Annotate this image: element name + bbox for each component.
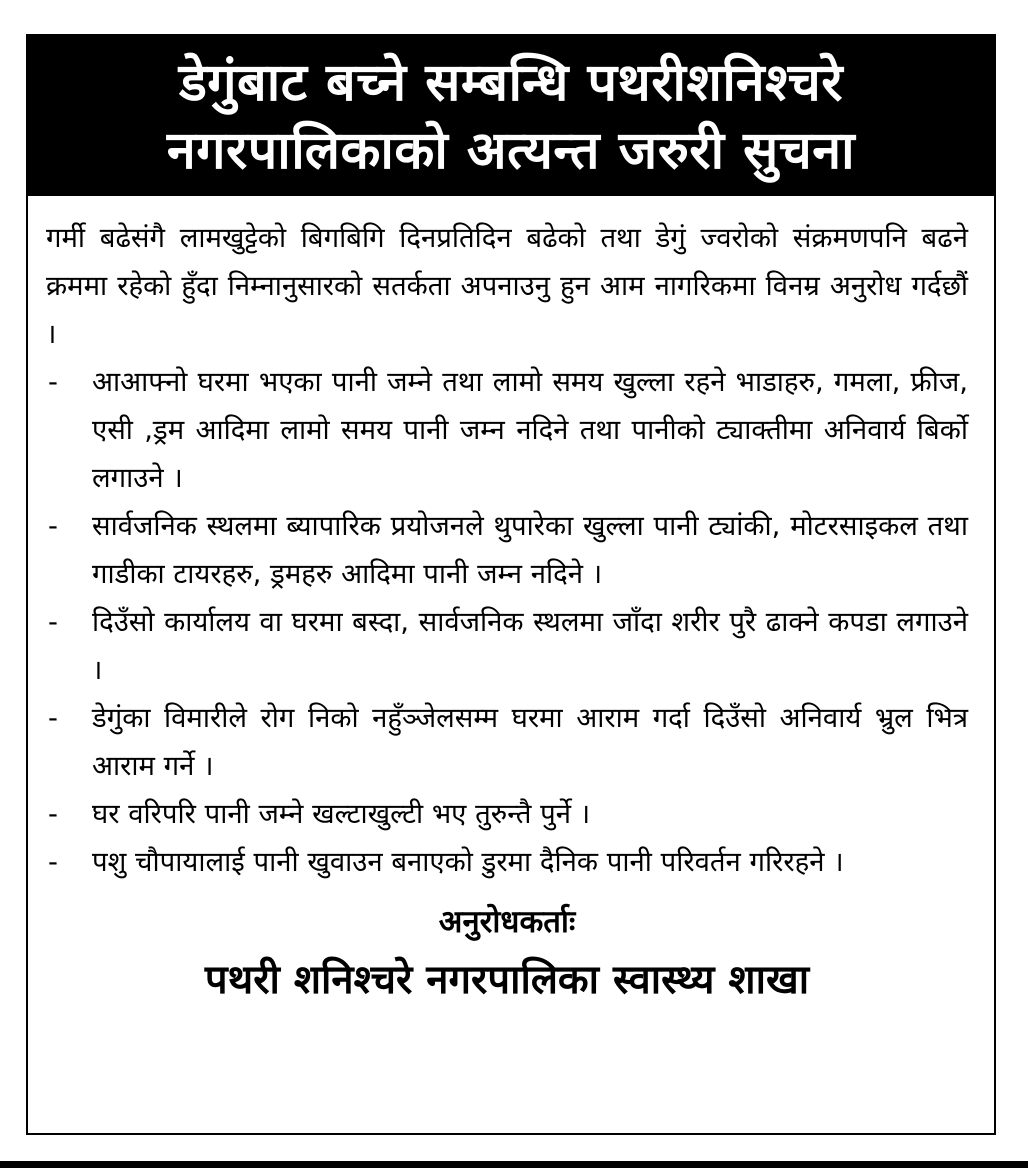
list-dash: - [48,366,58,398]
bottom-divider [0,1161,1028,1168]
notice-title-line-1: डेगुंबाट बच्ने सम्बन्धि पथरीशनिश्चरे [178,53,844,113]
public-notice [26,34,996,1135]
notice-title-line-2: नगरपालिकाको अत्यन्त जरुरी सुचना [166,121,856,181]
precaution-text: डेगुंका विमारीले रोग निको नहुँञ्जेलसम्म घरमा आराम गर्दा दिउँसो अनिवार्य भ्रुल भित्र आराम गर्ने । [92,702,968,782]
precaution-text: दिउँसो कार्यालय वा घरमा बस्दा, सार्वजनिक स्थलमा जाँदा शरीर पुरै ढाक्ने कपडा लगाउने । [92,606,968,686]
precaution-text: घर वरिपरि पानी जम्ने खल्टाखुल्टी भए तुरुन्तै पुर्ने । [92,798,591,830]
requester-label: अनुरोधकर्ताः [438,904,576,940]
precaution-item [46,598,968,694]
precaution-text: सार्वजनिक स्थलमा ब्यापारिक प्रयोजनले थुपारेका खुल्ला पानी ट्यांकी, मोटरसाइकल तथा गाडीका टायरहरु, ड्रमहरु आदिमा पानी जम्न नदिने । [92,510,968,590]
list-dash: - [48,798,58,830]
precaution-item [46,694,968,790]
notice-intro-paragraph: गर्मी बढेसंगै लामखुट्टेको बिगबिगि दिनप्रतिदिन बढेको तथा डेगुं ज्वरोको संक्रमणपनि बढने क्रममा रहेको हुँदा निम्नानुसारको सतर्कता अपनाउनु हुन आम नागरिकमा विनम्र अनुरोध गर्दछौं । [46,222,968,350]
list-dash: - [48,702,58,734]
list-dash: - [48,846,58,878]
notice-title-banner [28,36,994,196]
precaution-item [46,502,968,598]
list-dash: - [48,510,58,542]
issuing-office-name: पथरी शनिश्चरे नगरपालिका स्वास्थ्य शाखा [204,957,810,1003]
precaution-text: पशु चौपायालाई पानी खुवाउन बनाएको डुरमा दैनिक पानी परिवर्तन गरिरहने । [92,846,844,878]
notice-body [28,196,994,1010]
list-dash: - [48,606,58,638]
precaution-item [46,838,968,886]
precaution-list [46,358,968,886]
precaution-item [46,358,968,502]
precaution-text: आआफ्नो घरमा भएका पानी जम्ने तथा लामो समय खुल्ला रहने भाडाहरु, गमला, फ्रीज, एसी ,ड्रम आदिमा लामो समय पानी जम्न नदिने तथा पानीको ट्याक्तीमा अनिवार्य बिर्को लगाउने । [92,366,968,494]
precaution-item [46,790,968,838]
